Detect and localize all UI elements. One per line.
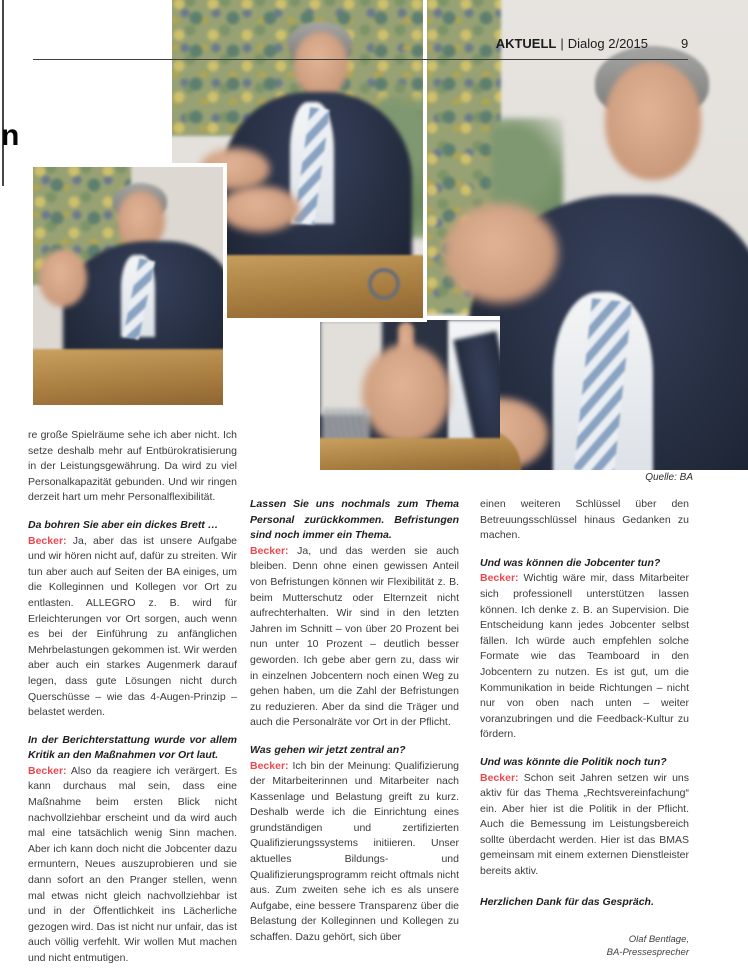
author-signature xyxy=(480,934,689,959)
page-header xyxy=(496,36,648,51)
closing-line: Herzlichen Dank für das Gespräch. xyxy=(480,895,654,908)
interview-answer xyxy=(28,534,237,721)
speaker-label: Becker: xyxy=(480,771,519,784)
face xyxy=(294,32,348,98)
gesturing-hand xyxy=(220,186,300,232)
glass-decoration xyxy=(322,408,370,442)
speaker-label: Becker: xyxy=(250,544,289,557)
header-separator: | xyxy=(560,36,564,51)
answer-text: Ja, und das werden sie auch bleiben. Denn ohne einen gewissen Anteil von Befristungen können wir Flexibilität z. B. beim Mutterschutz oder Elternzeit nicht aufrechterhalten. Wir sind in den letzten Jahren im Schnitt – von über 20 Prozent bei nun unter 10 Prozent – deutlich besser geworden. Ich gebe aber gern zu, dass wir in einzelnen Jobcentern noch einen Weg zu gehen haben, um die Zahl der Befristungen zu reduzieren. Aber da sind die Träger und auch die Personalräte vor Ort in der Pflicht. xyxy=(250,544,460,729)
interview-answer xyxy=(480,571,689,743)
interview-question: Was gehen wir jetzt zentral an? xyxy=(250,743,406,756)
spread-gutter-line xyxy=(2,0,4,186)
photo-source-caption: Quelle: BA xyxy=(645,472,693,483)
speaker-label: Becker: xyxy=(28,764,67,777)
chair-arm xyxy=(368,268,400,300)
speaker-label: Becker: xyxy=(250,759,289,772)
interview-answer xyxy=(480,771,689,880)
header-rule xyxy=(33,59,688,60)
answer-text: Ich bin der Meinung: Qualifizierung der Mitarbeiterinnen und Mitarbeiter nach Kassenlage und Belastung greift zu kurz. Deshalb werde ich die Einrichtung eines grundständigen und zertifizierten Qualifizierungssystems initiieren. Unser aktuelles Bildungs- und Qualifizierungsprogramm reicht oftmals nicht aus. Zum zweiten sehe ich es als unsere Aufgabe, eine bessere Transparenz über die Belastung der Kolleginnen und Kollegen zu schaffen. Dazu gehört, sich über xyxy=(250,759,459,944)
interview-question: Und was können die Jobcenter tun? xyxy=(480,556,661,569)
photo-interview-small xyxy=(33,167,223,405)
intro-paragraph: re große Spielräume sehe ich aber nicht. Ich setze deshalb mehr auf Entbürokratisierung in der Leistungsgewährung. Da wird zu viel Personalkapazität gebunden. Und wir ringen derzeit hart um mehr Personalflexibilität. xyxy=(28,429,237,504)
answer-text: Schon seit Jahren setzen wir uns aktiv für das Thema „Rechtsvereinfachung“ ein. Aber hier ist die Politik in der Pflicht. Auch die Bemessung im Leistungsbereich sollte überdacht werden. Hier ist das BMAS gemeinsam mit einem externen Dienstleister bereits aktiv. xyxy=(480,771,689,878)
article-column-3 xyxy=(480,497,689,959)
gesturing-hand xyxy=(39,249,87,307)
author-name: Olaf Bentlage, xyxy=(628,934,689,946)
interview-answer xyxy=(250,544,459,731)
speaker-label: Becker: xyxy=(28,534,67,547)
issue-label: Dialog 2/2015 xyxy=(567,36,648,51)
table-edge xyxy=(320,438,500,470)
table xyxy=(33,349,223,405)
interview-question: Da bohren Sie aber ein dickes Brett … xyxy=(28,518,219,531)
answer-text: Ja, aber das ist unsere Aufgabe und wir hören nicht auf, dafür zu streiten. Wir tun aber auch auf Seiten der BA einiges, um die Kolleginnen und Kollegen vor Ort zu entlasten. ALLEGRO z. B. wird für Erleichterungen vor Ort sorgen, auch wenn es bei der Einführung zu anfänglichen Mehrbelastungen gekommen ist. Wir werden aber auch ein starkes Augenmerk darauf legen, dass gute Lösungen nicht durch Querschüsse – wie das 4-Augen-Prinzip – belastet werden. xyxy=(28,534,237,719)
gesturing-hand xyxy=(443,203,558,303)
interview-question: Lassen Sie uns nochmals zum Thema Personal zurückkommen. Befristungen sind noch immer ein Thema. xyxy=(250,498,459,542)
interview-answer xyxy=(28,764,237,967)
photo-pointing-hand xyxy=(320,320,500,470)
page-number: 9 xyxy=(681,36,689,51)
author-role: BA-Pressesprecher xyxy=(606,946,689,958)
headline-fragment: n xyxy=(1,119,20,152)
speaker-label: Becker: xyxy=(480,572,519,585)
face xyxy=(605,62,701,180)
answer-text: Wichtig wäre mir, dass Mitarbeiter sich professionell unterstützen lassen können. Ich denke z. B. an Supervision. Die Entscheidung kann jedes Jobcenter selbst fällen. Ich würde auch empfehlen solche Formate wie das Teamboard in den Jobcentern zu nutzen. Es ist gut, um die Kommunikation in beide Richtungen – nicht nur von oben nach unten – weiter voranzubringen und die Feedback-Kultur zu fördern. xyxy=(480,572,689,741)
answer-continuation: einen weiteren Schlüssel über den Betreuungsschlüssel hinaus Gedanken zu machen. xyxy=(480,498,689,542)
article-column-1 xyxy=(28,428,237,967)
article-column-2 xyxy=(250,497,459,946)
interview-answer xyxy=(250,759,459,946)
section-label: AKTUELL xyxy=(495,36,557,51)
answer-text: Also da reagiere ich verärgert. Es kann durchaus mal sein, dass eine Maßnahme beim ersten Blick nicht nachvollziehbar erscheint und da wird auch mal eine tatsächlich wenig Sinn machen. Aber ich kann doch nicht die Jobcenter dazu ermuntern, Neues auszuprobieren und sie dann sofort an den Pranger stellen, wenn mal etwas nicht gleich nachvollziehbar ist und in der Öffentlichkeit ins Lächerliche gezogen wird. Das ist nicht nur unfair, das ist auch völlig verfehlt. Wir wollen Mut machen und nicht entmutigen. xyxy=(28,764,237,964)
hand xyxy=(362,344,450,444)
interview-question: In der Berichterstattung wurde vor allem Kritik an den Maßnahmen vor Ort laut. xyxy=(28,733,237,762)
interview-question: Und was könnte die Politik noch tun? xyxy=(480,755,667,768)
